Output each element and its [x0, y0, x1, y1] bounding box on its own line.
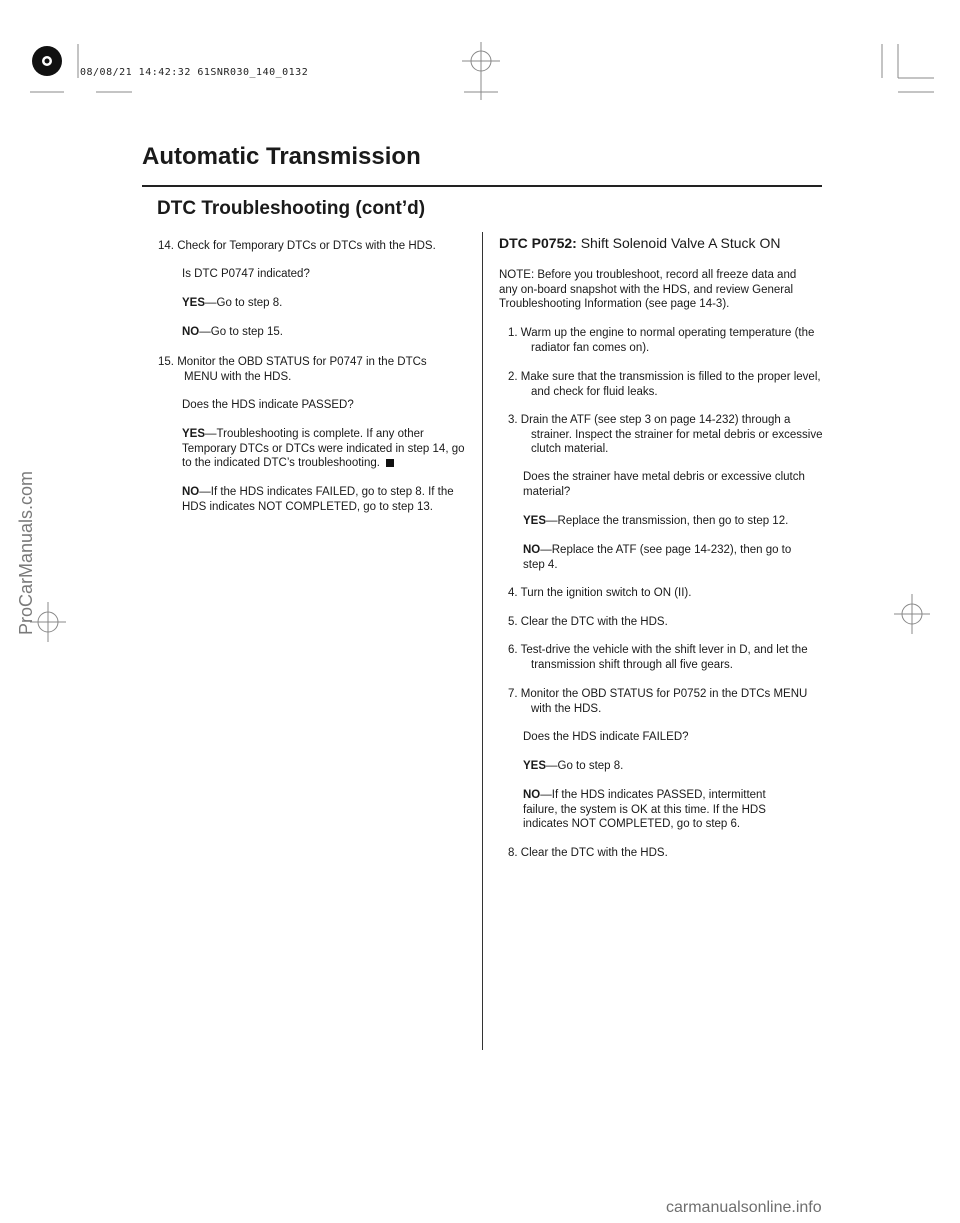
step-8: 8. Clear the DTC with the HDS. — [508, 847, 668, 859]
step-14-yes: YES—Go to step 8. — [182, 297, 283, 309]
title-rule — [142, 185, 822, 187]
step-14: 14. Check for Temporary DTCs or DTCs with the HDS. — [158, 240, 436, 252]
step-3-no: NO—Replace the ATF (see page 14-232), then go to step 4. — [523, 544, 792, 571]
end-of-procedure-icon — [386, 459, 394, 467]
step-1: 1. Warm up the engine to normal operating temperature (the radiator fan comes on). — [508, 327, 815, 354]
step-7-yes: YES—Go to step 8. — [523, 760, 624, 772]
page-subtitle: DTC Troubleshooting (cont’d) — [157, 198, 426, 219]
step-5: 5. Clear the DTC with the HDS. — [508, 616, 668, 628]
step-15: 15. Monitor the OBD STATUS for P0747 in the DTCs MENU with the HDS. — [158, 356, 427, 383]
note: NOTE: Before you troubleshoot, record all freeze data and any on-board snapshot with the HDS, and review General Troubleshooting Information (see page 14-3). — [499, 269, 797, 310]
dtc-code: DTC P0752: — [499, 235, 577, 251]
step-7: 7. Monitor the OBD STATUS for P0752 in the DTCs MENU with the HDS. — [508, 688, 808, 715]
column-divider — [482, 232, 483, 1050]
section-title: Automatic Transmission — [142, 143, 421, 170]
watermark-side: ProCarManuals.com — [16, 470, 36, 635]
step-15-question: Does the HDS indicate PASSED? — [182, 399, 354, 411]
step-2: 2. Make sure that the transmission is filled to the proper level, and check for fluid leaks. — [508, 371, 821, 398]
step-4: 4. Turn the ignition switch to ON (II). — [508, 587, 692, 599]
watermark-bottom: carmanualsonline.info — [666, 1199, 822, 1216]
dtc-title: Shift Solenoid Valve A Stuck ON — [580, 235, 781, 251]
step-3-yes: YES—Replace the transmission, then go to step 12. — [523, 515, 789, 527]
step-15-yes: YES—Troubleshooting is complete. If any other Temporary DTCs or DTCs were indicated in step 14, go to the indicated DTC’s troubleshooting. — [182, 428, 465, 469]
step-3-question: Does the strainer have metal debris or excessive clutch material? — [523, 471, 805, 498]
step-3: 3. Drain the ATF (see step 3 on page 14-232) through a strainer. Inspect the strainer for metal debris or excessive clutch material. — [508, 414, 823, 455]
step-6: 6. Test-drive the vehicle with the shift lever in D, and let the transmission shift through all five gears. — [508, 644, 808, 671]
step-7-question: Does the HDS indicate FAILED? — [523, 731, 689, 743]
step-14-no: NO—Go to step 15. — [182, 326, 283, 338]
step-14-question: Is DTC P0747 indicated? — [182, 268, 310, 280]
dtc-heading — [499, 235, 780, 251]
step-7-no: NO—If the HDS indicates PASSED, intermittent failure, the system is OK at this time. If the HDS indicates NOT COMPLETED, go to step 6. — [523, 789, 766, 830]
print-stamp: 08/08/21 14:42:32 61SNR030_140_0132 — [80, 67, 309, 78]
step-15-no: NO—If the HDS indicates FAILED, go to step 8. If the HDS indicates NOT COMPLETED, go to step 13. — [182, 486, 454, 513]
registration-target-icon — [32, 46, 62, 76]
